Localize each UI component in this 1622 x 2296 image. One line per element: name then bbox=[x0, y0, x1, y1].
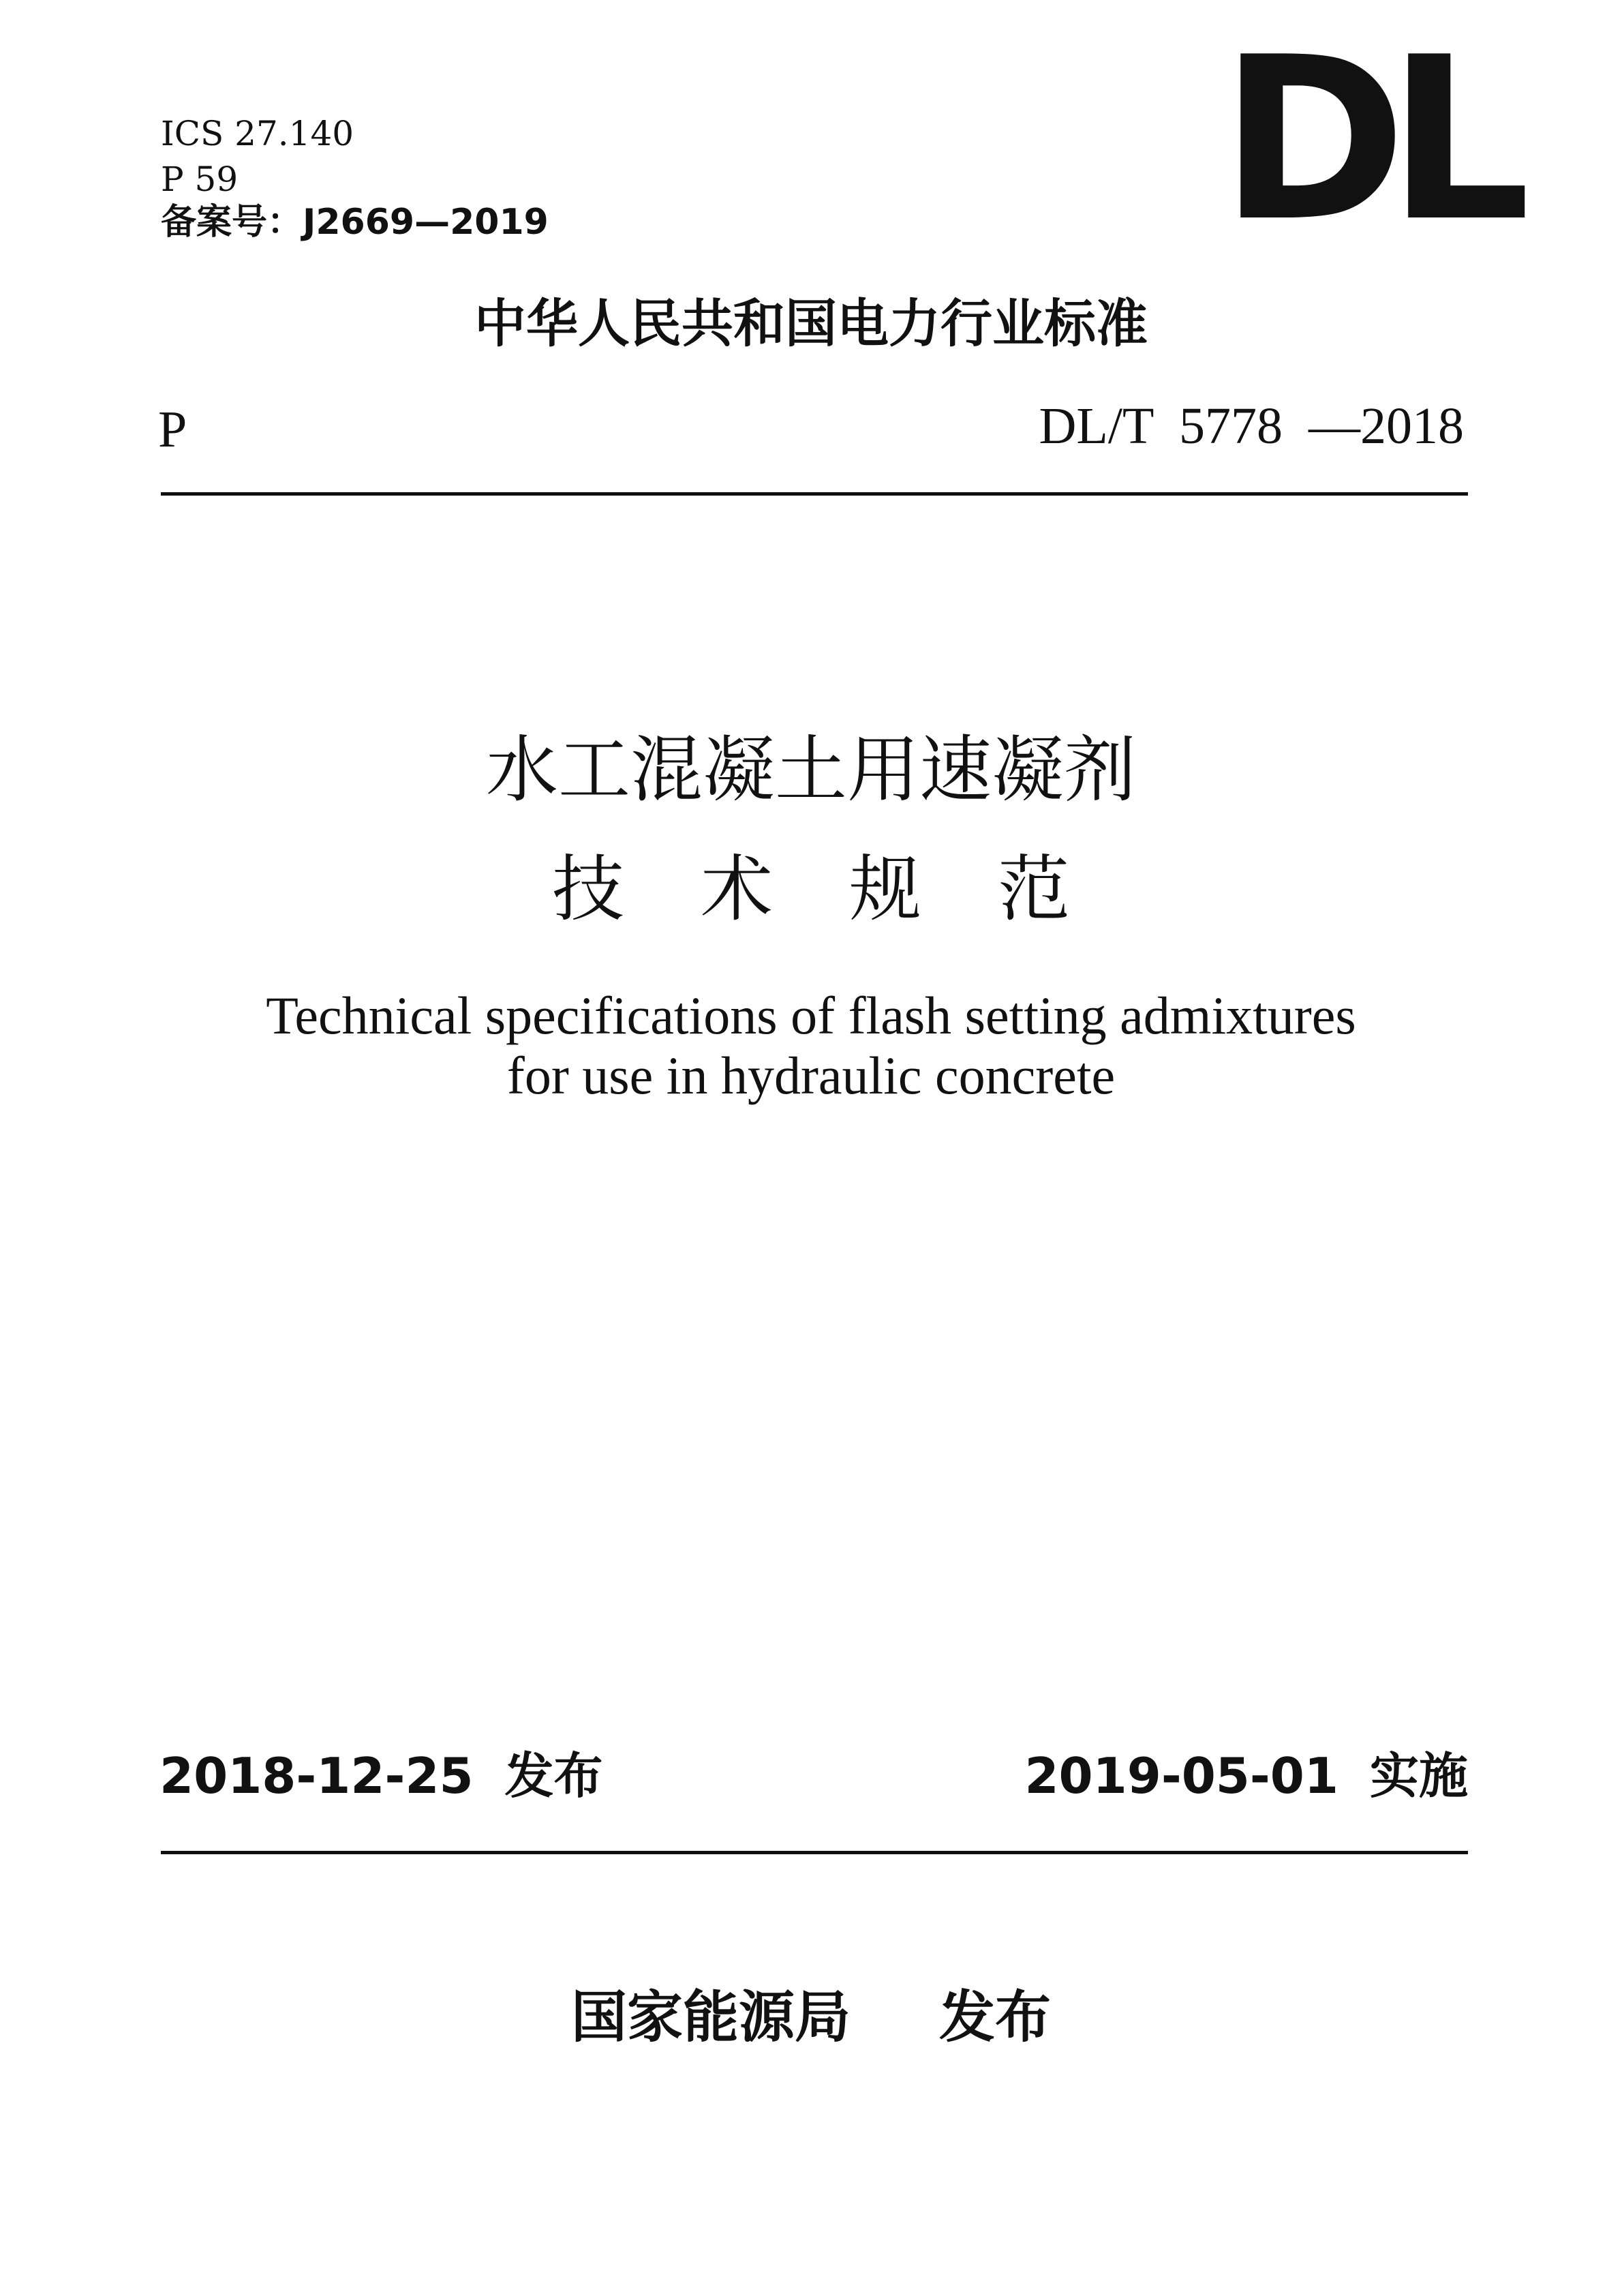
standard-category: P bbox=[158, 401, 187, 458]
issue-date: 2018-12-25 bbox=[159, 1747, 474, 1804]
dl-logo: DL bbox=[1220, 9, 1512, 271]
classification-code: P 59 bbox=[161, 160, 239, 199]
industry-standard-title: 中华人民共和国电力行业标准 bbox=[474, 293, 1148, 354]
ics-code: ICS 27.140 bbox=[161, 114, 354, 153]
effective-label: 实施 bbox=[1369, 1747, 1468, 1804]
title-english-line1: Technical specifications of flash setting admixtures bbox=[266, 986, 1356, 1045]
issue-label: 发布 bbox=[504, 1747, 603, 1804]
title-chinese-line1: 水工混凝土用速凝剂 bbox=[486, 728, 1136, 812]
top-divider bbox=[161, 492, 1468, 496]
issue-date-block bbox=[159, 1745, 603, 1807]
publisher-block bbox=[0, 1984, 1622, 2052]
bottom-divider bbox=[161, 1851, 1468, 1854]
effective-date: 2019-05-01 bbox=[1024, 1747, 1338, 1804]
title-chinese-line2: 技术规范 bbox=[552, 847, 1146, 931]
title-english-line2: for use in hydraulic concrete bbox=[506, 1046, 1116, 1105]
filing-number: 备案号：J2669—2019 bbox=[161, 202, 549, 243]
standard-number: DL/T 5778 —2018 bbox=[1039, 397, 1464, 455]
effective-date-block bbox=[1024, 1745, 1468, 1807]
publisher-label: 发布 bbox=[939, 1985, 1052, 2050]
publisher-name: 国家能源局 bbox=[570, 1985, 851, 2050]
